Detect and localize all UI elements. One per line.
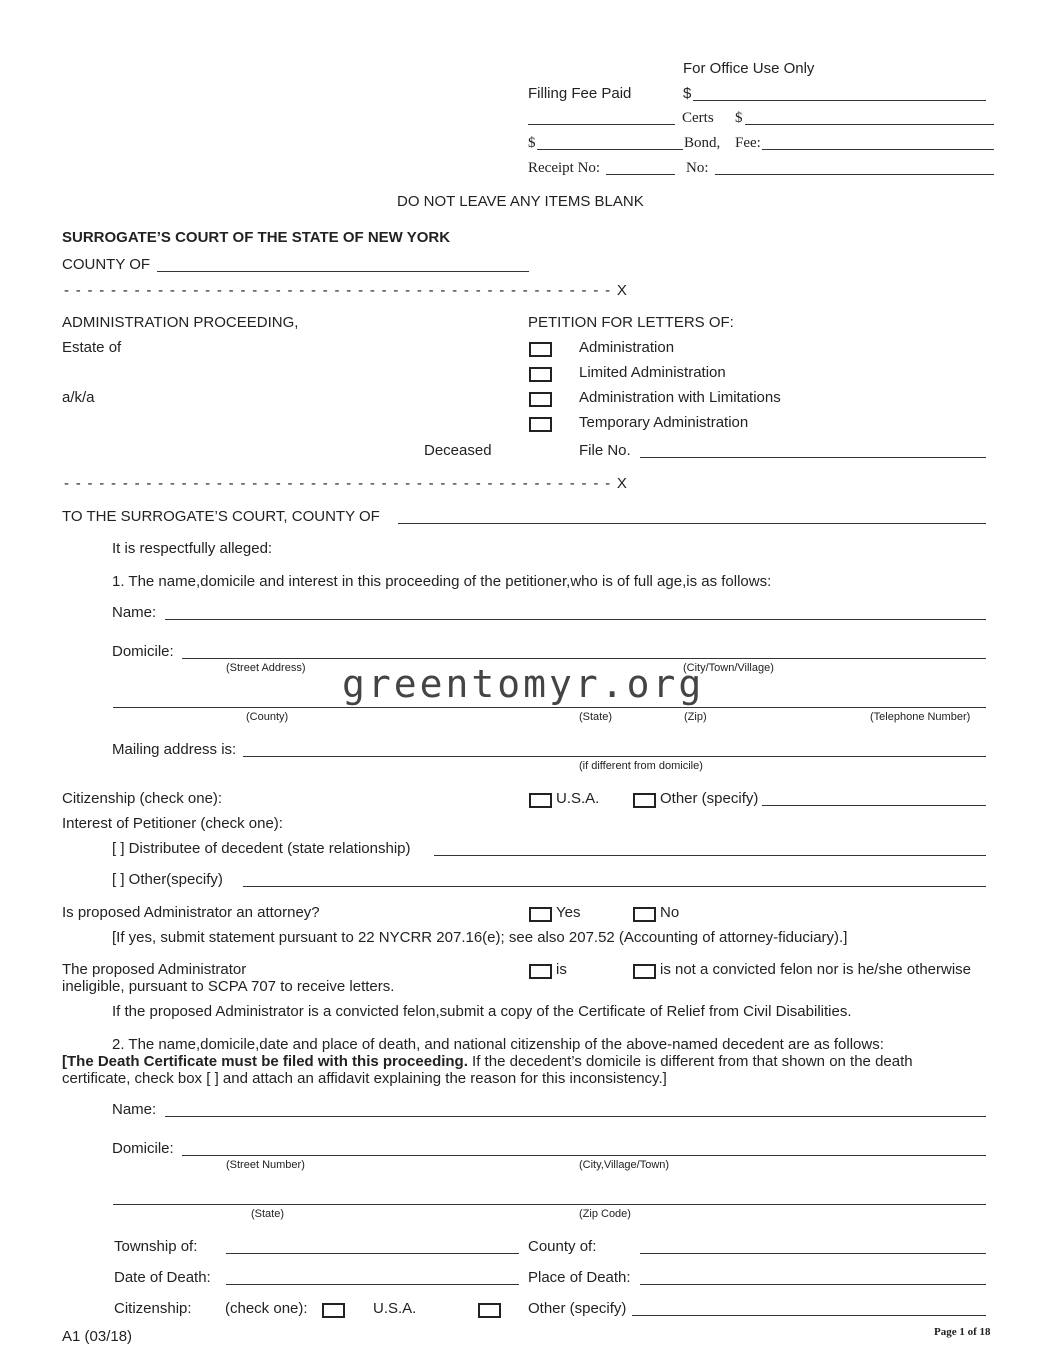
attorney-yes-label: Yes [556,904,581,921]
bond-amount-field[interactable] [537,149,683,150]
mailing-address-label: Mailing address is: [112,741,237,758]
attorney-yes-checkbox[interactable] [529,907,552,922]
felon-is-not-checkbox[interactable] [633,964,656,979]
petitioner-address-line2-field[interactable] [113,707,986,708]
item2-line3: certificate, check box [ ] and attach an affidavit explaining the reason for this inconsistency.] [62,1070,667,1087]
citizenship-other-field[interactable] [762,805,986,806]
petitioner-name-field[interactable] [165,619,986,620]
decedent-citizenship-label: Citizenship: [114,1300,192,1317]
attorney-no-checkbox[interactable] [633,907,656,922]
citizenship-usa-label: U.S.A. [556,790,600,807]
deceased-label: Deceased [424,442,492,459]
notice: DO NOT LEAVE ANY ITEMS BLANK [397,193,644,210]
decedent-other-checkbox[interactable] [478,1303,501,1318]
receipt-label: Receipt No: [528,160,601,176]
decedent-usa-label: U.S.A. [373,1300,417,1317]
date-of-death-field[interactable] [226,1284,519,1285]
item2-line2 [62,1053,913,1070]
certs-count-field[interactable] [528,124,675,125]
street-address-caption: (Street Address) [226,662,306,674]
decedent-zip-caption: (Zip Code) [579,1208,631,1220]
citizenship-usa-checkbox[interactable] [529,793,552,808]
county-caption: (County) [246,711,289,723]
township-field[interactable] [226,1253,519,1254]
filing-fee-field[interactable] [693,100,986,101]
option-administration-limitations: Administration with Limitations [579,389,781,406]
bond-dollar: $ [528,135,536,151]
petitioner-domicile-field[interactable] [182,658,986,659]
distributee-option[interactable]: [ ] Distributee of decedent (state relationship) [112,840,411,857]
petitioner-name-label: Name: [112,604,157,621]
dollar-sign: $ [683,85,692,102]
attorney-question: Is proposed Administrator an attorney? [62,904,320,921]
felon-is-checkbox[interactable] [529,964,552,979]
attorney-no-label: No [660,904,680,921]
death-certificate-notice: [The Death Certificate must be filed with this proceeding. [62,1053,468,1070]
state-caption: (State) [579,711,613,723]
separator-bottom: - - - - - - - - - - - - - - - - - - - - - - - - - - - - - - - - - - - - - - - - - - - - - - - X [64,475,629,492]
decedent-domicile-label: Domicile: [112,1140,174,1157]
decedent-name-label: Name: [112,1101,157,1118]
bond-label: Bond, [684,135,721,151]
separator-top: - - - - - - - - - - - - - - - - - - - - - - - - - - - - - - - - - - - - - - - - - - - - - - - X [64,282,629,299]
temporary-administration-checkbox[interactable] [529,417,552,432]
decedent-county-field[interactable] [640,1253,986,1254]
page-number: Page 1 of 18 [934,1326,991,1338]
check-one-label: (check one): [225,1300,308,1317]
option-administration: Administration [579,339,675,356]
place-of-death-label: Place of Death: [528,1269,631,1286]
option-temporary-administration: Temporary Administration [579,414,749,431]
felon-is-label: is [556,961,567,978]
item2-line1: 2. The name,domicile,date and place of death, and national citizenship of the above-named decedent are as follows: [112,1036,884,1053]
no-field[interactable] [715,174,994,175]
watermark: greentomyr.org [342,662,705,706]
administration-limitations-checkbox[interactable] [529,392,552,407]
receipt-field[interactable] [606,174,675,175]
option-limited-administration: Limited Administration [579,364,726,381]
citizenship-label: Citizenship (check one): [62,790,223,807]
proceeding-label: ADMINISTRATION PROCEEDING, [62,314,299,331]
to-court-label: TO THE SURROGATE’S COURT, COUNTY OF [62,508,380,525]
interest-other-option[interactable]: [ ] Other(specify) [112,871,223,888]
item2-line2-rest: If the decedent’s domicile is different from that shown on the death [467,1053,913,1070]
city-town-village-caption: (City/Town/Village) [683,662,774,674]
felon-is-not-label: is not a convicted felon nor is he/she otherwise [660,961,972,978]
mailing-address-field[interactable] [243,756,986,757]
aka-label: a/k/a [62,389,95,406]
file-no-field[interactable] [640,457,986,458]
county-of-field[interactable] [157,271,529,272]
interest-label: Interest of Petitioner (check one): [62,815,283,832]
decedent-usa-checkbox[interactable] [322,1303,345,1318]
decedent-name-field[interactable] [165,1116,986,1117]
certs-dollar: $ [735,110,743,126]
decedent-county-label: County of: [528,1238,597,1255]
zip-caption: (Zip) [684,711,707,723]
city-village-town-caption: (City,Village/Town) [579,1159,670,1171]
interest-other-field[interactable] [243,886,986,887]
citizenship-other-checkbox[interactable] [633,793,656,808]
decedent-other-label: Other (specify) [528,1300,627,1317]
county-of-label: COUNTY OF [62,256,151,273]
felon-line2: ineligible, pursuant to SCPA 707 to receive letters. [62,978,395,995]
if-different-caption: (if different from domicile) [579,760,703,772]
decedent-other-field[interactable] [632,1315,986,1316]
filing-fee-label: Filling Fee Paid [528,85,632,102]
township-label: Township of: [114,1238,198,1255]
decedent-address-line2-field[interactable] [113,1204,986,1205]
bond-fee-field[interactable] [762,149,994,150]
item1-text: 1. The name,domicile and interest in this proceeding of the petitioner,who is of full age,is as follows: [112,573,772,590]
limited-administration-checkbox[interactable] [529,367,552,382]
petitioner-domicile-label: Domicile: [112,643,174,660]
citizenship-other-label: Other (specify) [660,790,759,807]
decedent-domicile-field[interactable] [182,1155,986,1156]
decedent-state-caption: (State) [251,1208,285,1220]
form-id: A1 (03/18) [62,1328,133,1345]
felon-note: If the proposed Administrator is a convicted felon,submit a copy of the Certificate of Relief from Civil Disabilities. [112,1003,852,1020]
petition-for-label: PETITION FOR LETTERS OF: [528,314,734,331]
fee-label: Fee: [735,135,761,151]
telephone-caption: (Telephone Number) [870,711,971,723]
attorney-note: [If yes, submit statement pursuant to 22 NYCRR 207.16(e); see also 207.52 (Accounting of attorney-fiduciary).] [112,929,848,946]
no-label: No: [686,160,709,176]
date-of-death-label: Date of Death: [114,1269,211,1286]
office-use-title: For Office Use Only [683,60,815,77]
distributee-relationship-field[interactable] [434,855,986,856]
felon-line1: The proposed Administrator [62,961,247,978]
certs-label: Certs [682,110,714,126]
court-title: SURROGATE’S COURT OF THE STATE OF NEW YORK [62,229,451,246]
street-number-caption: (Street Number) [226,1159,305,1171]
to-court-county-field[interactable] [398,523,986,524]
file-no-label: File No. [579,442,631,459]
estate-of-label: Estate of [62,339,122,356]
place-of-death-field[interactable] [640,1284,986,1285]
administration-checkbox[interactable] [529,342,552,357]
alleged-text: It is respectfully alleged: [112,540,273,557]
certs-fee-field[interactable] [745,124,994,125]
